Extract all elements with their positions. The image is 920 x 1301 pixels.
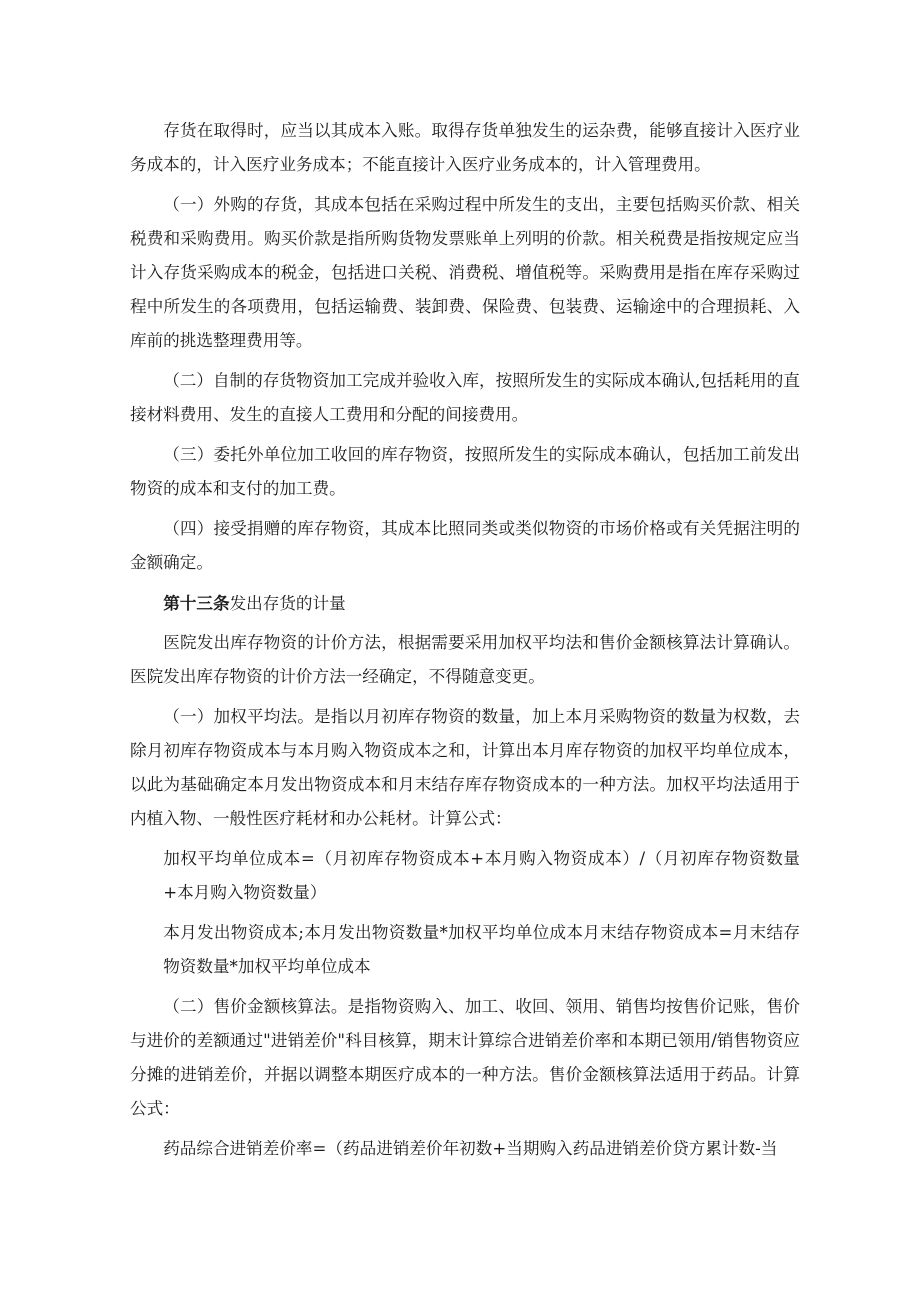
article-number: 第十三条 [163,593,230,613]
paragraph-outsourced-processing: （三）委托外单位加工收回的库存物资，按照所发生的实际成本确认，包括加工前发出物资的成本和支付的加工费。 [130,445,800,498]
paragraph-retail-price-method: （二）售价金额核算法。是指物资购入、加工、收回、领用、销售均按售价记账，售价与进价的差额通过"进销差价"科目核算，期末计算综合进销差价率和本期已领用/销售物资应分摊的进销差价，并据以调整本期医疗成本的一种方法。售价金额核算法适用于药品。计算公式： [130,997,800,1118]
paragraph-inventory-acquisition: 存货在取得时，应当以其成本入账。取得存货单独发生的运杂费，能够直接计入医疗业务成本的，计入医疗业务成本；不能直接计入医疗业务成本的，计入管理费用。 [130,121,800,174]
paragraph-purchased-inventory: （一）外购的存货，其成本包括在采购过程中所发生的支出，主要包括购买价款、相关税费和采购费用。购买价款是指所购货物发票账单上列明的价款。相关税费是指按规定应当计入存货采购成本的税金，包括进口关税、消费税、增值税等。采购费用是指在库存采购过程中所发生的各项费用，包括运输费、装卸费、保险费、包装费、运输途中的合理损耗、入库前的挑选整理费用等。 [130,195,800,350]
formula-markup-rate: 药品综合进销差价率=（药品进销差价年初数+当期购入药品进销差价贷方累计数-当 [163,1139,778,1158]
formula-issued-cost: 本月发出物资成本;本月发出物资数量*加权平均单位成本月末结存物资成本=月末结存物资数量*加权平均单位成本 [163,923,800,976]
paragraph-weighted-average: （一）加权平均法。是指以月初库存物资的数量，加上本月采购物资的数量为权数，去除月初库存物资成本与本月购入物资成本之和，计算出本月库存物资的加权平均单位成本，以此为基础确定本月发出物资成本和月末结存库存物资成本的一种方法。加权平均法适用于内植入物、一般性医疗耗材和办公耗材。计算公式： [130,707,800,828]
document-body [130,114,800,1166]
paragraph-self-made-inventory: （二）自制的存货物资加工完成并验收入库，按照所发生的实际成本确认,包括耗用的直接材料费用、发生的直接人工费用和分配的间接费用。 [130,371,800,424]
paragraph-pricing-method: 医院发出库存物资的计价方法，根据需要采用加权平均法和售价金额核算法计算确认。医院发出库存物资的计价方法一经确定，不得随意变更。 [130,633,800,686]
formula-weighted-average-unit-cost: 加权平均单位成本=（月初库存物资成本+本月购入物资成本）/（月初库存物资数量+本月购入物资数量） [163,849,800,902]
article-title: 发出存货的计量 [229,594,346,613]
paragraph-donated-inventory: （四）接受捐赠的库存物资，其成本比照同类或类似物资的市场价格或有关凭据注明的金额确定。 [130,519,800,572]
article-heading [130,586,800,621]
